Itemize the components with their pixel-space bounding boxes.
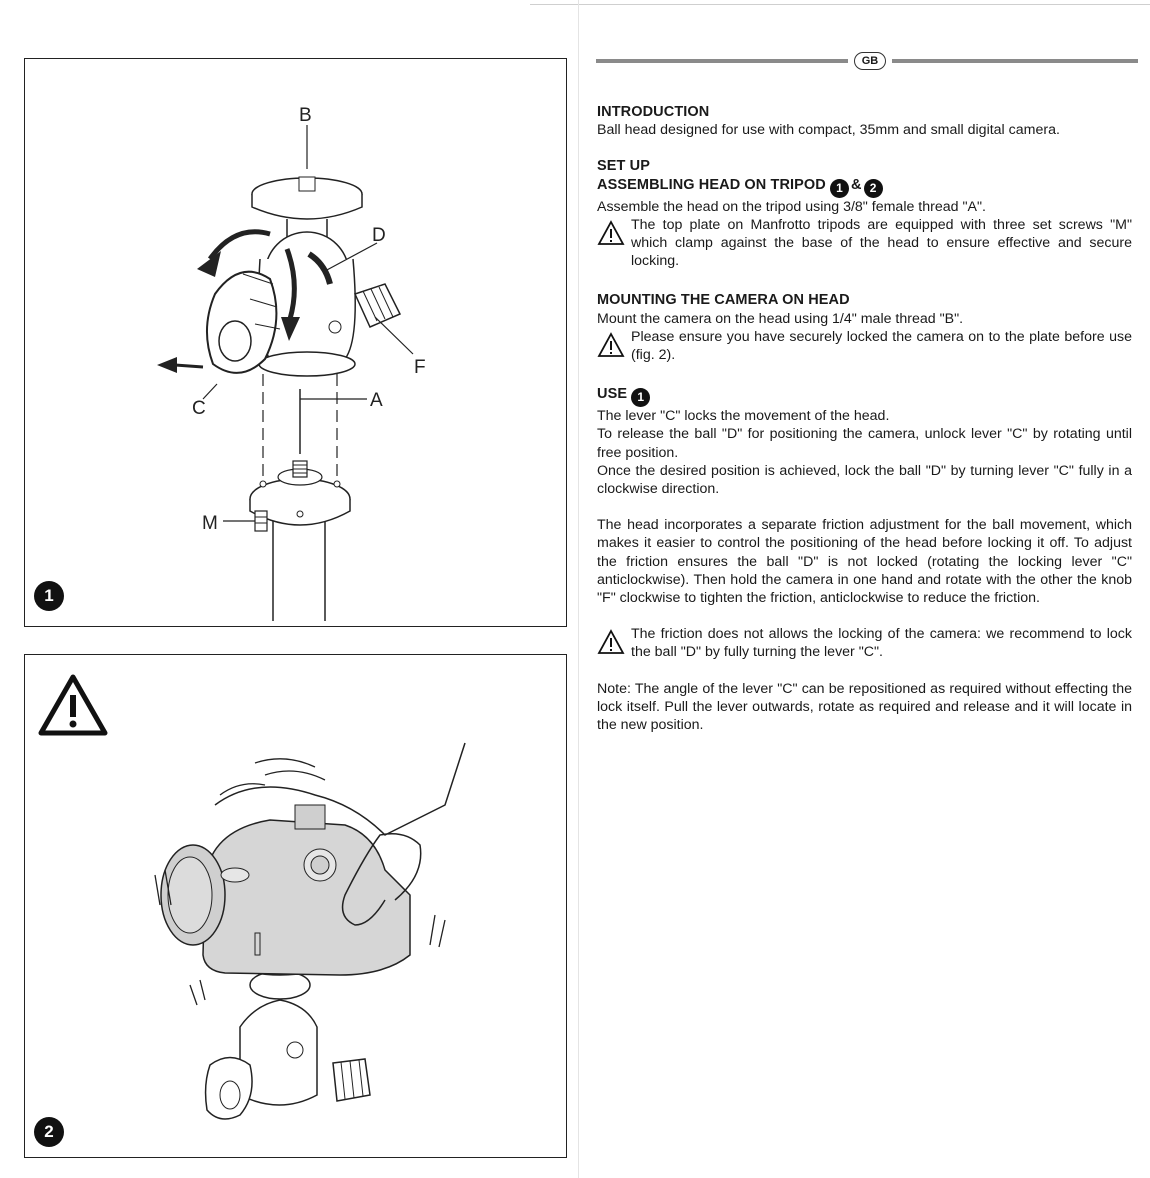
use-text-1: The lever "C" locks the movement of the head. xyxy=(597,408,890,425)
assembling-heading-text: ASSEMBLING HEAD ON TRIPOD xyxy=(597,176,826,193)
callout-f: F xyxy=(414,357,426,378)
warning-icon xyxy=(597,629,625,655)
page-fold xyxy=(578,0,579,1178)
intro-heading: INTRODUCTION xyxy=(597,104,710,120)
setup-warning-text: The top plate on Manfrotto tripods are equipped with three set screws "M" which clamp against the base of the head to ensure effective and secure locking. xyxy=(631,216,1132,270)
mounting-heading: MOUNTING THE CAMERA ON HEAD xyxy=(597,292,850,309)
friction-warning-text: The friction does not allows the locking of the camera: we recommend to lock the ball "D" by fully turning the lever "C". xyxy=(631,626,1132,661)
camera-on-head-illustration xyxy=(25,655,566,1157)
header-rule-right xyxy=(892,59,1138,63)
use-text-3: Once the desired position is achieved, lock the ball "D" by turning lever "C" fully in a clockwise direction. xyxy=(597,462,1132,498)
setup-warning xyxy=(597,216,1132,271)
mounting-warning xyxy=(597,328,1132,364)
instructions-column xyxy=(597,103,1132,734)
figure-ref-badge-2: 2 xyxy=(864,179,883,198)
intro-text: Ball head designed for use with compact, 35mm and small digital camera. xyxy=(597,122,1060,139)
mounting-text: Mount the camera on the head using 1/4" male thread "B". xyxy=(597,310,964,327)
page-top-edge xyxy=(530,4,1150,5)
language-badge: GB xyxy=(854,52,886,70)
assembling-heading xyxy=(597,176,1132,198)
lever-note: Note: The angle of the lever "C" can be repositioned as required without effecting the lock itself. Pull the lever outwards, rotate as required and release and it will locate in the new position. xyxy=(597,680,1132,734)
figure-1-badge: 1 xyxy=(34,581,64,611)
callout-a: A xyxy=(370,390,383,411)
friction-warning xyxy=(597,625,1132,661)
friction-paragraph: The head incorporates a separate friction adjustment for the ball movement, which makes it easier to control the positioning of the head before locking it off. To adjust the friction ensures the ball "D" is not locked (rotating the locking lever "C" anticlockwise). Then hold the camera in one hand and rotate with the other the knob "F" clockwise to tighten the friction, anticlockwise to reduce the friction. xyxy=(597,517,1132,607)
use-text-2: To release the ball "D" for positioning the camera, unlock lever "C" by rotating until free position. xyxy=(597,426,1132,461)
callout-m: M xyxy=(202,513,218,534)
setup-text: Assemble the head on the tripod using 3/8" female thread "A". xyxy=(597,198,986,215)
warning-icon xyxy=(597,220,625,246)
mounting-warning-text: Please ensure you have securely locked the camera on to the plate before use (fig. 2). xyxy=(631,328,1132,364)
figure-ref-badge-1: 1 xyxy=(631,388,650,407)
use-heading xyxy=(597,385,1132,407)
warning-triangle-icon xyxy=(41,677,105,733)
language-header xyxy=(596,52,1138,70)
figure-ref-badge-1: 1 xyxy=(830,179,849,198)
callout-d: D xyxy=(372,225,386,246)
ampersand: & xyxy=(851,176,862,193)
figure-2-badge: 2 xyxy=(34,1117,64,1147)
setup-heading: SET UP xyxy=(597,158,650,175)
warning-icon xyxy=(597,332,625,358)
use-heading-text: USE xyxy=(597,386,628,403)
callout-c: C xyxy=(192,398,206,419)
callout-b: B xyxy=(299,105,312,126)
ball-head-diagram xyxy=(25,59,566,626)
header-rule-left xyxy=(596,59,848,63)
figure-2-panel xyxy=(24,654,567,1158)
figure-1-panel xyxy=(24,58,567,627)
